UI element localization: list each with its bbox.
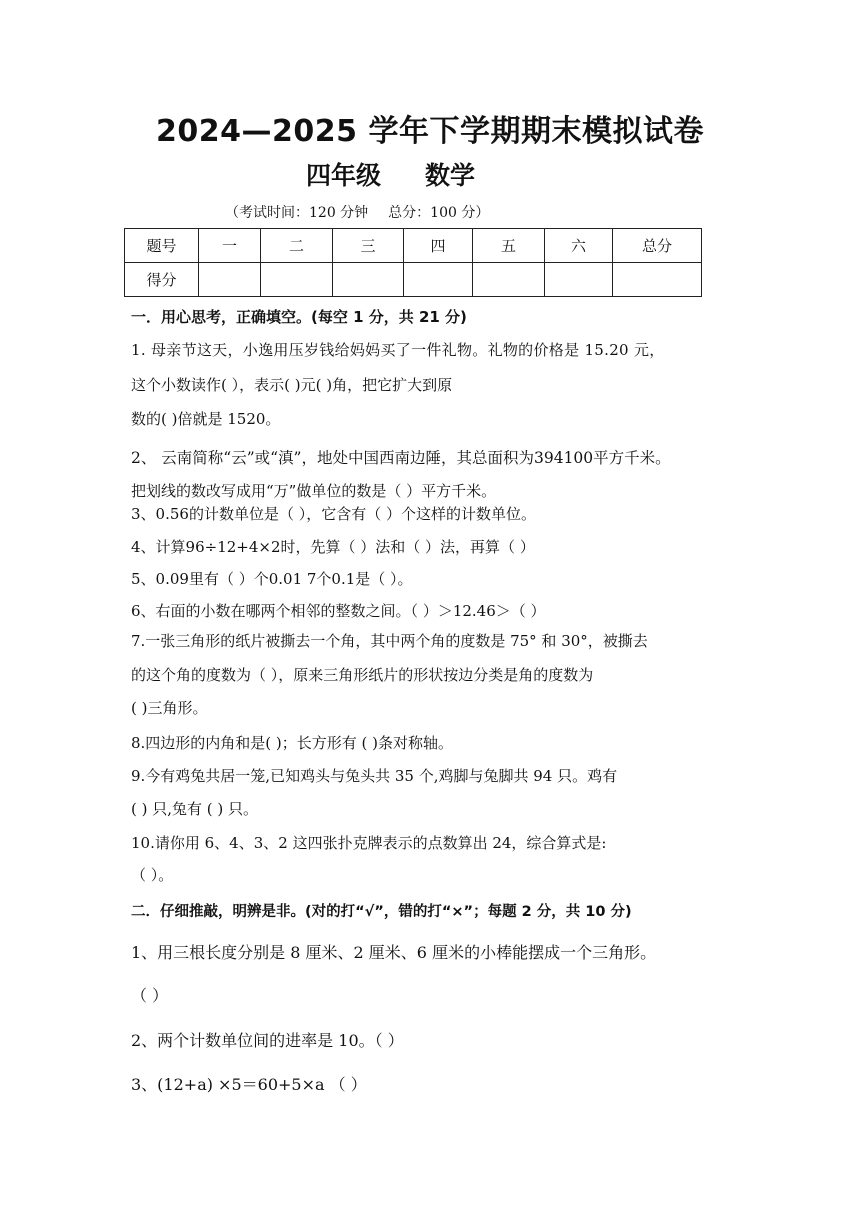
question-line: 9.今有鸡兔共居一笼,已知鸡头与兔头共 35 个,鸡脚与兔脚共 94 只。鸡有 [131,767,618,785]
score-table-header-cell: 四 [404,229,473,263]
question-line: 7.一张三角形的纸片被撕去一个角，其中两个角的度数是 75° 和 30°，被撕去 [131,632,648,650]
score-table-header-cell: 六 [545,229,613,263]
score-row-label: 得分 [125,263,199,297]
exam-info [225,202,489,222]
subject-label: 数学 [425,161,476,190]
question-line: 这个小数读作( ），表示( )元( )角，把它扩大到原 [131,376,453,394]
question-line: 5、0.09里有（ ）个0.01 7个0.1是（ ）。 [131,570,413,588]
score-table [124,228,702,297]
score-cell[interactable] [613,263,702,297]
question-line: 6、右面的小数在哪两个相邻的整数之间。（ ）＞12.46＞（ ） [131,602,546,620]
score-table-header-cell: 一 [199,229,261,263]
exam-title: 2024—2025 学年下学期期末模拟试卷 [156,114,704,149]
score-cell[interactable] [199,263,261,297]
score-cell[interactable] [545,263,613,297]
score-cell[interactable] [404,263,473,297]
score-table-header-cell: 五 [473,229,545,263]
score-table-header-row [125,229,702,263]
question-line: 把划线的数改写成用“万”做单位的数是（ ）平方千米。 [131,482,497,500]
score-table-header-cell: 题号 [125,229,199,263]
score-cell[interactable] [333,263,404,297]
question-line: 1. 母亲节这天，小逸用压岁钱给妈妈买了一件礼物。礼物的价格是 15.20 元， [131,341,665,359]
section2-heading: 二．仔细推敲，明辨是非。(对的打“√”，错的打“×”；每题 2 分，共 10 分) [131,904,632,920]
question-line: 2、两个计数单位间的进率是 10。（ ） [131,1031,404,1050]
exam-subtitle [306,156,475,192]
score-table-header-cell: 总分 [613,229,702,263]
question-line: 数的( )倍就是 1520。 [131,410,281,428]
exam-time: （考试时间：120 分钟 [225,205,369,221]
score-cell[interactable] [473,263,545,297]
question-line: 的这个角的度数为（ ），原来三角形纸片的形状按边分类是角的度数为 [131,666,594,684]
question-line: 10.请你用 6、4、3、2 这四张扑克牌表示的点数算出 24，综合算式是: [131,834,607,852]
grade-label: 四年级 [306,161,382,190]
question-line: 1、用三根长度分别是 8 厘米、2 厘米、6 厘米的小棒能摆成一个三角形。 [131,943,657,962]
section1-heading: 一．用心思考，正确填空。(每空 1 分，共 21 分) [131,308,467,326]
question-line: ( )三角形。 [131,699,208,717]
question-line: （ ）。 [131,866,174,884]
score-cell[interactable] [261,263,333,297]
question-line: 4、计算96÷12+4×2时，先算（ ）法和（ ）法，再算（ ） [131,538,535,556]
question-line: 8.四边形的内角和是( )；长方形有 ( )条对称轴。 [131,734,454,752]
question-line: （ ） [131,986,169,1005]
score-table-score-row [125,263,702,297]
score-table-header-cell: 三 [333,229,404,263]
score-table-header-cell: 二 [261,229,333,263]
question-line: 3、(12+a) ×5＝60+5×a （ ） [131,1075,367,1094]
question-line: 3、0.56的计数单位是（ ），它含有（ ）个这样的计数单位。 [131,505,536,523]
total-points: 总分：100 分） [388,205,490,221]
question-line: 2、 云南简称“云”或“滇”，地处中国西南边陲，其总面积为394100平方千米。 [131,449,671,467]
question-line: ( ) 只,兔有 ( ) 只。 [131,800,259,818]
